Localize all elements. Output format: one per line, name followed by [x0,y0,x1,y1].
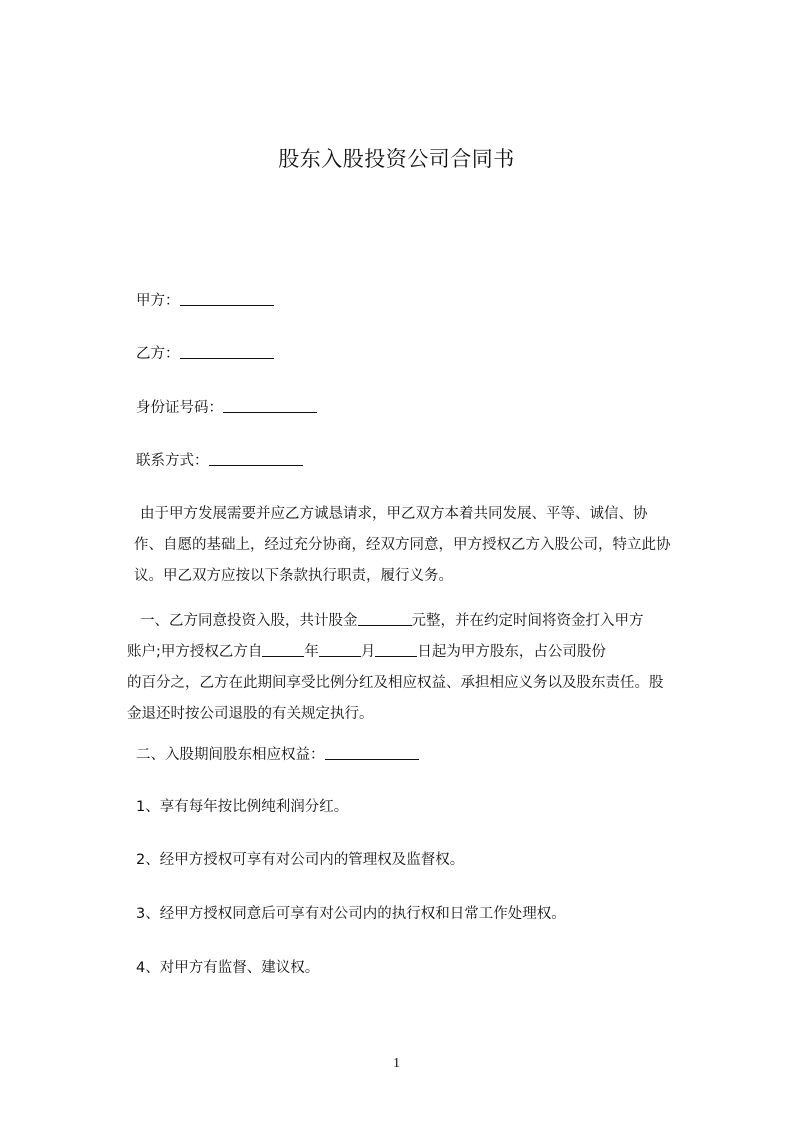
party-b-blank [180,344,274,359]
clause-1-text-a: 一、乙方同意投资入股，共计股金 [140,613,358,629]
share-amount-blank [358,611,412,626]
party-b-label: 乙方： [136,346,180,362]
id-number-label: 身份证号码： [136,400,223,416]
year-blank [262,642,304,657]
clause-1-line-3: 的百分之，乙方在此期间享受比例分红及相应权益、承担相应义务以及股东责任。股 [127,675,664,691]
preamble-line-2: 作、自愿的基础上，经过充分协商，经双方同意，甲方授权乙方入股公司，特立此协 [134,537,671,553]
clause-1-text-c: 账户;甲方授权乙方自 [127,644,263,660]
contact-label: 联系方式： [136,453,209,469]
clause-1-line-4: 金退还时按公司退股的有关规定执行。 [127,706,374,722]
clause-1-text-d: 日起为甲方股东，占公司股份 [417,644,606,660]
party-a-blank [180,291,274,306]
preamble-line-1: 由于甲方发展需要并应乙方诚恳请求，甲乙双方本着共同发展、平等、诚信、协 [140,506,648,522]
clause-1-line-2 [127,637,717,668]
document-title: 股东入股投资公司合同书 [278,147,515,171]
party-b-field [136,344,274,364]
preamble-line-3: 议。甲乙双方应按以下条款执行职责，履行义务。 [134,568,453,584]
clause-2-blank [325,745,419,760]
year-label: 年 [304,644,319,660]
clause-2-item-2: 2、经甲方授权可享有对公司内的管理权及监督权。 [136,852,465,868]
id-number-field [136,398,317,418]
clause-1-text-b: 元整，并在约定时间将资金打入甲方 [411,613,644,629]
clause-2-heading: 二、入股期间股东相应权益： [136,747,325,763]
clause-2-item-4: 4、对甲方有监督、建议权。 [136,960,320,976]
clause-1-paragraph [127,606,717,730]
preamble-paragraph [127,499,717,592]
clause-2-heading-field [136,745,419,765]
party-a-label: 甲方： [136,293,180,309]
clause-2-item-3: 3、经甲方授权同意后可享有对公司内的执行权和日常工作处理权。 [136,906,566,922]
party-a-field [136,291,274,311]
month-blank [319,642,361,657]
day-blank [375,642,417,657]
clause-2-item-1: 1、享有每年按比例纯利润分红。 [136,799,349,815]
clause-1-line-1 [127,606,717,637]
page-number: 1 [393,1056,400,1071]
id-number-blank [223,398,317,413]
month-label: 月 [360,644,376,660]
contact-field [136,451,303,471]
contact-blank [209,451,303,466]
